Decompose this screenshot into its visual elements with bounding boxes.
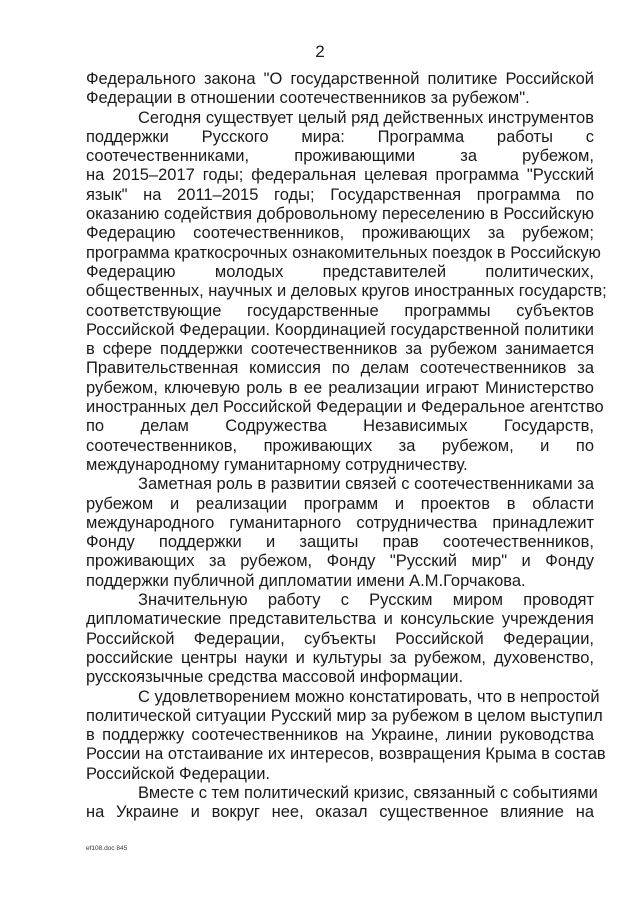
page-number: 2 [315, 42, 325, 61]
text-line: соотечественниками, проживающими за рубежом, [86, 147, 594, 166]
text-line: Фонду поддержки и защиты прав соотечественников, [86, 533, 594, 552]
text-line: поддержки Русского мира: Программа работы с [86, 127, 594, 146]
text-line: оказанию содействия добровольному переселению в Российскую [86, 205, 594, 224]
text-line: рубежом, ключевую роль в ее реализации играют Министерство [86, 378, 594, 397]
text-line: Правительственная комиссия по делам соотечественников за [86, 359, 594, 378]
text-line: по делам Содружества Независимых Государств, [86, 417, 594, 436]
document-body [86, 70, 607, 823]
text-line: в поддержку соотечественников на Украине, линии руководства [86, 726, 594, 745]
text-line: соответствующие государственные программы субъектов [86, 301, 594, 320]
text-line: русскоязычные средства массовой информации. [86, 668, 464, 687]
text-line: Заметная роль в развитии связей с соотечественниками за [138, 475, 594, 494]
text-line: России на отстаивание их интересов, возвращения Крыма в состав [86, 745, 606, 764]
text-line: поддержки публичной дипломатии имени А.М.Горчакова. [86, 571, 526, 590]
text-line: программа краткосрочных ознакомительных поездок в Российскую [86, 243, 601, 262]
text-line: на 2015–2017 годы; федеральная целевая программа "Русский [86, 166, 594, 185]
text-line: С удовлетворением можно констатировать, что в непростой [138, 687, 600, 706]
paragraph [86, 108, 607, 476]
text-line: Российской Федерации, субъекты Российской Федерации, [86, 629, 594, 648]
text-line: Федерацию соотечественников, проживающих за рубежом; [86, 224, 594, 243]
text-line: Сегодня существует целый ряд действенных инструментов [138, 108, 594, 127]
text-line: проживающих за рубежом, Фонду "Русский мир" и Фонду [86, 552, 594, 571]
text-line: Федерального закона "О государственной политике Российской [86, 70, 594, 88]
text-line: Федерацию молодых представителей политических, [86, 262, 594, 281]
text-line: общественных, научных и деловых кругов иностранных государств; [86, 282, 607, 301]
paragraph [86, 783, 598, 823]
paragraph [86, 70, 594, 109]
paragraph [86, 687, 606, 784]
text-line: политической ситуации Русский мир за рубежом в целом выступил [86, 706, 603, 725]
text-line: Вместе с тем политический кризис, связанный с событиями [138, 783, 598, 802]
text-line: Федерации в отношении соотечественников за рубежом". [86, 89, 530, 108]
text-line: Российской Федерации. [86, 764, 271, 783]
text-line: соотечественников, проживающих за рубежом, и по [86, 436, 594, 455]
text-line: рубежом и реализации программ и проектов в области [86, 494, 594, 513]
text-line: в сфере поддержки соотечественников за рубежом занимается [86, 340, 594, 359]
text-line: язык" на 2011–2015 годы; Государственная программа по [86, 185, 594, 204]
footer-file-code: ef108.doc 845 [86, 845, 128, 852]
text-line: иностранных дел Российской Федерации и Федеральное агентство [86, 398, 604, 417]
text-line: международному гуманитарному сотрудничеству. [86, 455, 468, 474]
text-line: российские центры науки и культуры за рубежом, духовенство, [86, 648, 594, 667]
text-line: Значительную работу с Русским миром проводят [138, 591, 594, 610]
paragraph [86, 475, 594, 591]
text-line: международного гуманитарного сотрудничества принадлежит [86, 513, 594, 532]
paragraph [86, 591, 594, 687]
text-line: на Украине и вокруг нее, оказал существенное влияние на [86, 803, 594, 822]
text-line: Российской Федерации. Координацией государственной политики [86, 320, 594, 339]
text-line: дипломатические представительства и консульские учреждения [86, 610, 594, 629]
